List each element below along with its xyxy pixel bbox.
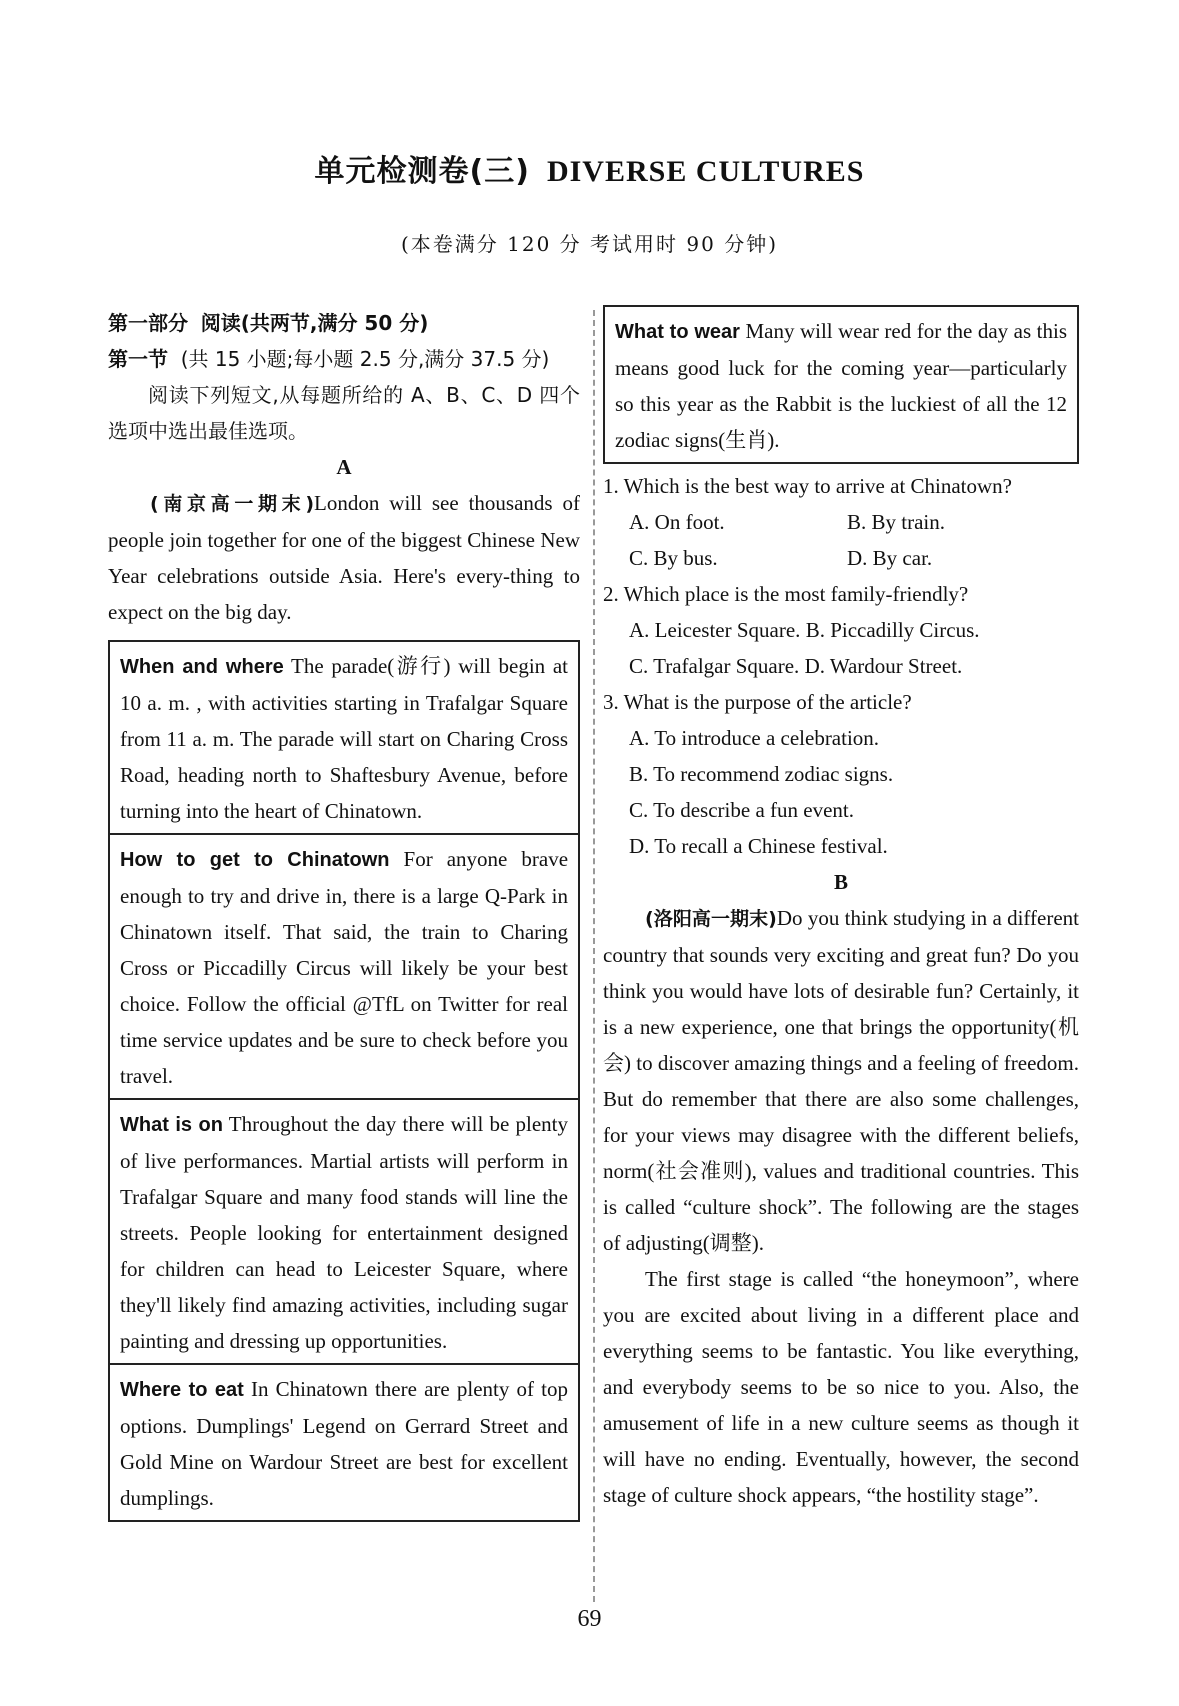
- box-text: Throughout the day there will be plenty of live performances. Martial artists will perform in Trafalgar Square and many food stands will line the streets. People looking for entertainment designed for children can head to Leicester Square, where they'll likely find amazing activities, including sugar painting and dressing up opportunities.: [120, 1112, 568, 1353]
- page-title: [0, 146, 1179, 190]
- question-3: 3. What is the purpose of the article?: [603, 690, 912, 714]
- left-column: [108, 305, 580, 1522]
- section-label: 第一节: [108, 347, 168, 371]
- option-c[interactable]: C. Trafalgar Square.: [629, 654, 800, 678]
- option-c[interactable]: C. To describe a fun event.: [629, 798, 854, 822]
- question-2-options-ab: [603, 612, 1079, 648]
- option-c[interactable]: C. By bus.: [629, 546, 718, 570]
- part-label: 第一部分: [108, 311, 188, 335]
- box-heading: What to wear: [615, 321, 740, 343]
- section-text: (共 15 小题;每小题 2.5 分,满分 37.5 分): [180, 347, 550, 371]
- passage-b-para1: [603, 900, 1079, 1261]
- box-text: The parade(游行) will begin at 10 a. m. , with activities starting in Trafalgar Square from 11 a. m. The parade will start on Charing Cross Road, heading north to Shaftesbury Avenue, before turning into the heart of Chinatown.: [120, 654, 568, 823]
- option-d[interactable]: D. To recall a Chinese festival.: [629, 834, 888, 858]
- passage-b-para1-text: Do you think studying in a different country that sounds very exciting and great fun? Do you think you would have lots of desirable fun? Certainly, it is a new experience, one that brings the opportunity(机会) to discover amazing things and a feeling of freedom. But do remember that there are also some challenges, for your views may disagree with the different beliefs, norm(社会准则), values and traditional countries. This is called “culture shock”. The following are the stages of adjusting(调整).: [603, 906, 1079, 1255]
- right-column: [603, 305, 1079, 1513]
- instructions: 阅读下列短文,从每题所给的 A、B、C、D 四个选项中选出最佳选项。: [108, 383, 580, 443]
- question-1-options-ab: [603, 504, 1079, 540]
- column-divider: [593, 310, 595, 1602]
- question-1-options-cd: [603, 540, 1079, 576]
- info-box-where-to-eat: [108, 1365, 580, 1522]
- passage-a-letter: A: [336, 455, 352, 479]
- passage-b-para2: The first stage is called “the honeymoon”, where you are excited about living in a different place and everything seems to be fantastic. You like everything, and everybody seems to be so nice to you. Also, the amusement of life in a new culture seems as though it will have no ending. Eventually, however, the second stage of culture shock appears, “the hostility stage”.: [603, 1267, 1079, 1507]
- option-b[interactable]: B. To recommend zodiac signs.: [629, 762, 894, 786]
- passage-b-source: (洛阳高一期末): [645, 908, 777, 930]
- option-b[interactable]: B. By train.: [847, 510, 945, 534]
- box-heading: How to get to Chinatown: [120, 849, 390, 871]
- question-2: 2. Which place is the most family-friendly?: [603, 582, 969, 606]
- page-number: 69: [577, 1606, 602, 1632]
- box-text: In Chinatown there are plenty of top options. Dumplings' Legend on Gerrard Street and Gold Mine on Wardour Street are best for excellent dumplings.: [120, 1377, 569, 1510]
- option-a[interactable]: A. To introduce a celebration.: [629, 726, 880, 750]
- question-1: 1. Which is the best way to arrive at Chinatown?: [603, 474, 1013, 498]
- box-heading: What is on: [120, 1114, 223, 1136]
- passage-a-intro: [108, 485, 580, 630]
- box-heading: When and where: [120, 656, 284, 678]
- box-text: Many will wear red for the day as this means good luck for the coming year—particularly so this year as the Rabbit is the luckiest of all the 12 zodiac signs(生肖).: [615, 319, 1068, 452]
- info-box-how-to-get: [108, 835, 580, 1100]
- info-box-what-to-wear: [603, 305, 1079, 464]
- option-d[interactable]: D. By car.: [847, 546, 933, 570]
- question-2-options-cd: [603, 648, 1079, 684]
- box-text: For anyone brave enough to try and drive in, there is a large Q-Park in Chinatown itself. That said, the train to Charing Cross or Piccadilly Circus will likely be your best choice. Follow the official @TfL on Twitter for real time service updates and be sure to check before you travel.: [120, 847, 569, 1088]
- option-a[interactable]: A. Leicester Square.: [629, 618, 801, 642]
- passage-a-intro-text: London will see thousands of people join together for one of the biggest Chinese New Year celebrations outside Asia. Here's every-thing to expect on the big day.: [108, 491, 580, 624]
- passage-a-source: (南京高一期末): [150, 493, 315, 515]
- info-box-when-where: [108, 640, 580, 835]
- option-a[interactable]: A. On foot.: [629, 510, 725, 534]
- part-text: 阅读(共两节,满分 50 分): [200, 311, 429, 335]
- passage-b-letter: B: [833, 870, 848, 894]
- part-heading: [108, 305, 580, 341]
- title-en: DIVERSE CULTURES: [546, 155, 865, 188]
- section-heading: [108, 341, 580, 377]
- exam-subtitle: (本卷满分 120 分 考试用时 90 分钟): [400, 232, 778, 256]
- info-box-what-is-on: [108, 1100, 580, 1365]
- option-b[interactable]: B. Piccadilly Circus.: [805, 618, 980, 642]
- title-cn: 单元检测卷(三): [314, 154, 530, 189]
- option-d[interactable]: D. Wardour Street.: [804, 654, 963, 678]
- box-heading: Where to eat: [120, 1379, 244, 1401]
